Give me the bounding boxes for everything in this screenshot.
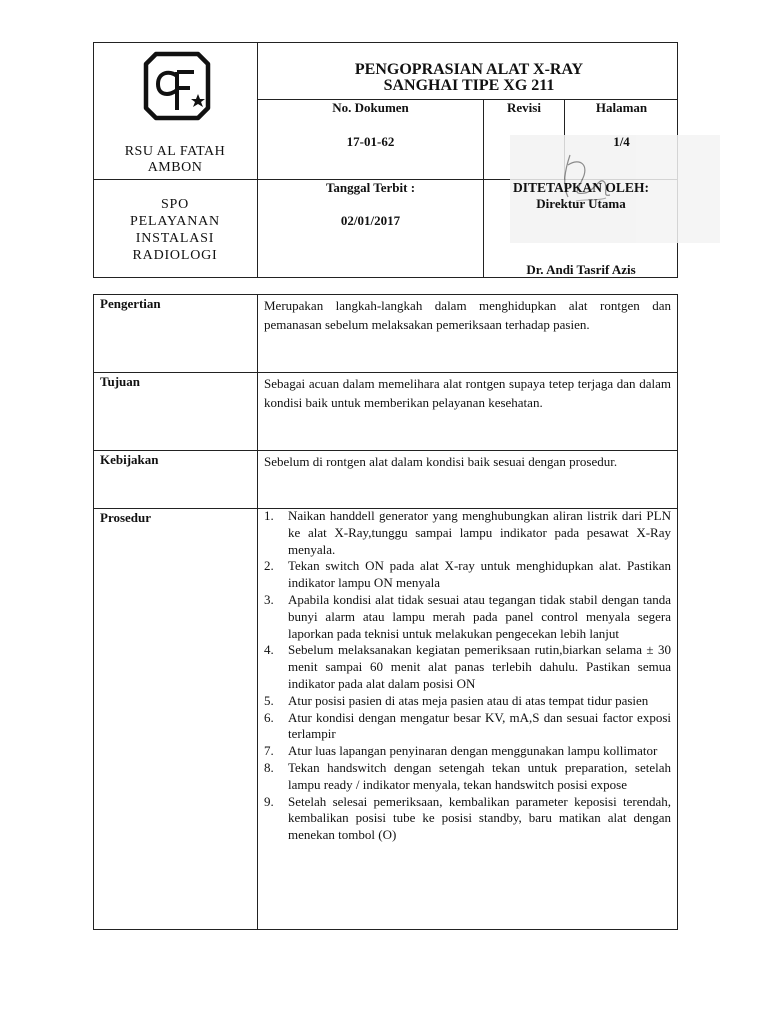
list-item: 2. Tekan switch ON pada alat X-ray untuk menghidupkan alat. Pastikan indikator lampu ON menyala <box>264 558 671 591</box>
step-text: Naikan handdell generator yang menghubungkan aliran listrik dari PLN ke alat X-Ray,tunggu sampai lampu indikator pada pesawat X-Ray menyala. <box>288 508 671 557</box>
document-title-line: SANGHAI TIPE XG 211 <box>383 77 555 94</box>
tujuan-text: Sebagai acuan dalam memelihara alat rontgen supaya tetep terjaga dan dalam kondisi baik untuk memberikan pelayanan kesehatan. <box>264 376 671 410</box>
document-title-line: PENGOPRASIAN ALAT X-RAY <box>354 61 584 78</box>
spo-title-line: INSTALASI <box>135 231 215 246</box>
spo-title-line: PELAYANAN <box>130 214 220 229</box>
spo-title-line: SPO <box>160 197 190 212</box>
halaman-value: 1/4 <box>613 134 630 149</box>
list-item: 6. Atur kondisi dengan mengatur besar KV, mA,S dan sesuai factor exposi terlampir <box>264 709 671 742</box>
step-text: Atur posisi pasien di atas meja pasien atau di atas tempat tidur pasien <box>288 692 649 708</box>
hospital-name-line: RSU AL FATAH <box>124 144 226 159</box>
ditetapkan-name: Dr. Andi Tasrif Azis <box>526 262 636 277</box>
list-item: 4. Sebelum melaksanakan kegiatan pemeriksaan rutin,biarkan selama ± 30 menit sampai 60 menit alat panas terlebih dahulu. Pastikan semua indikator pada alat dalam posisi ON <box>264 642 671 691</box>
list-item: 1. Naikan handdell generator yang menghubungkan aliran listrik dari PLN ke alat X-Ray,tunggu sampai lampu indikator pada pesawat X-Ray menyala. <box>264 508 671 557</box>
tanggal-terbit-label: Tanggal Terbit : <box>325 180 416 195</box>
header-divider <box>257 42 258 278</box>
tanggal-terbit-value: 02/01/2017 <box>340 213 401 228</box>
ditetapkan-role: Direktur Utama <box>536 196 626 211</box>
tujuan-label: Tujuan <box>100 374 140 389</box>
step-text: Tekan switch ON pada alat X-ray untuk menghidupkan alat. Pastikan indikator lampu ON menyala <box>288 558 671 591</box>
prosedur-label: Prosedur <box>100 510 152 525</box>
step-text: Apabila kondisi alat tidak sesuai atau tegangan tidak stabil dengan tanda bunyi alarm atau lampu merah pada panel control menyala segera laporkan pada teknisi untuk melakukan pengecekan lebih lanjut <box>288 591 671 641</box>
list-item: 9. Setelah selesai pemeriksaan, kembalikan parameter keposisi terendah, kembalikan posisi tube ke posisi standby, baru matikan alat dengan menekan tombol (O) <box>264 793 671 843</box>
list-item: 8. Tekan handswitch dengan setengah tekan untuk preparation, setelah lampu ready / indikator menyala, tekan handswitch posisi expose <box>264 759 671 792</box>
hospital-name-line: AMBON <box>147 160 203 175</box>
step-text: Atur luas lapangan penyinaran dengan menggunakan lampu kollimator <box>288 743 658 759</box>
step-text: Setelah selesai pemeriksaan, kembalikan parameter keposisi terendah, kembalikan posisi tube ke posisi standby, baru matikan alat dengan menekan tombol (O) <box>288 793 671 843</box>
spo-title <box>100 196 250 264</box>
table-divider <box>257 294 258 930</box>
halaman-label: Halaman <box>595 100 648 115</box>
table-row-divider <box>93 372 678 373</box>
hospital-name <box>100 144 250 176</box>
list-item: 5. Atur posisi pasien di atas meja pasien atau di atas tempat tidur pasien <box>264 692 649 708</box>
pengertian-text: Merupakan langkah-langkah dalam menghidupkan alat rontgen dan pemanasan sebelum melaksakan pemeriksaan terhadap pasien. <box>264 298 671 332</box>
hospital-logo <box>142 50 212 122</box>
list-item: 7. Atur luas lapangan penyinaran dengan menggunakan lampu kollimator <box>264 743 658 759</box>
no-dokumen-label: No. Dokumen <box>332 100 409 115</box>
document-title <box>262 62 676 94</box>
ditetapkan-label: DITETAPKAN OLEH: <box>513 180 649 195</box>
kebijakan-label: Kebijakan <box>100 452 159 467</box>
spo-title-line: RADIOLOGI <box>132 248 218 263</box>
step-text: Sebelum melaksanakan kegiatan pemeriksaan rutin,biarkan selama ± 30 menit sampai 60 menit alat panas terlebih dahulu. Pastikan semua indikator pada alat dalam posisi ON <box>288 642 671 691</box>
kebijakan-text: Sebelum di rontgen alat dalam kondisi baik sesuai dengan prosedur. <box>264 454 618 469</box>
no-dokumen-value: 17-01-62 <box>346 134 395 149</box>
step-text: Tekan handswitch dengan setengah tekan untuk preparation, setelah lampu ready / indikator menyala, tekan handswitch posisi expose <box>288 759 671 792</box>
pengertian-label: Pengertian <box>100 296 161 311</box>
list-item: 3. Apabila kondisi alat tidak sesuai atau tegangan tidak stabil dengan tanda bunyi alarm atau lampu merah pada panel control menyala segera laporkan pada teknisi untuk melakukan pengecekan lebih lanjut <box>264 591 671 641</box>
step-text: Atur kondisi dengan mengatur besar KV, mA,S dan sesuai factor exposi terlampir <box>288 709 671 742</box>
table-row-divider <box>93 450 678 451</box>
prosedur-steps <box>264 508 671 844</box>
revisi-label: Revisi <box>507 100 541 115</box>
